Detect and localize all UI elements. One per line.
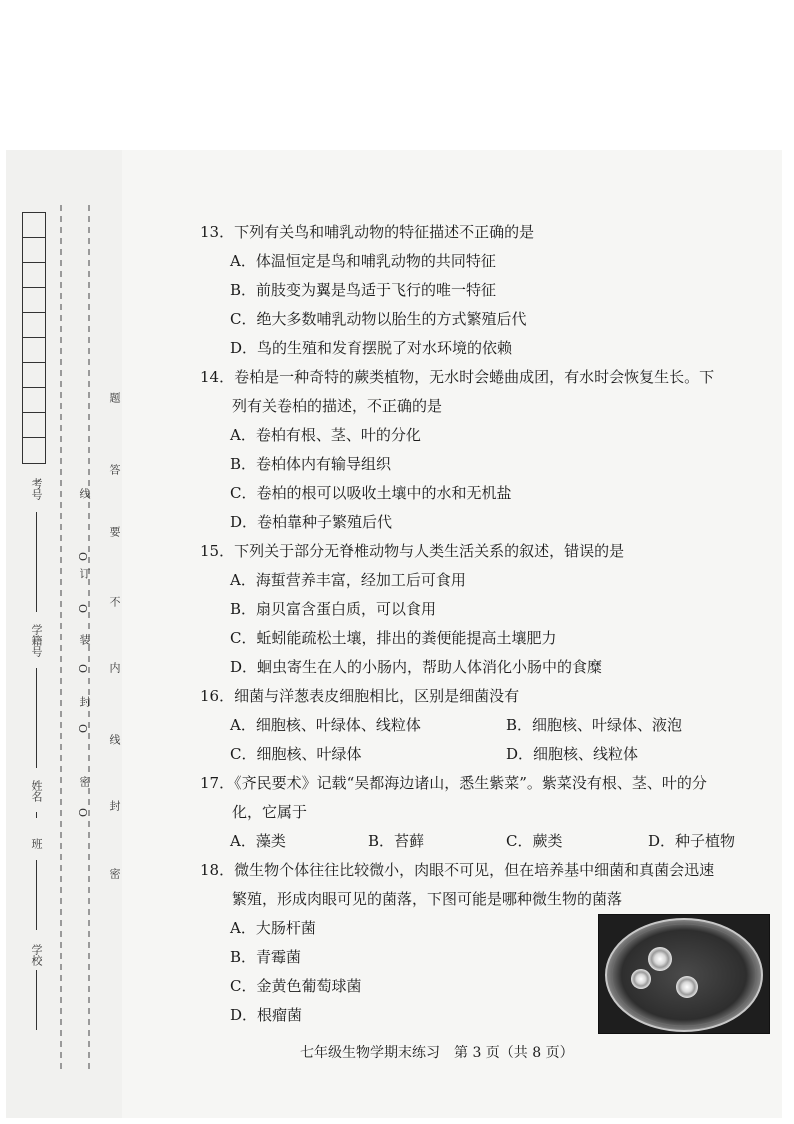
question-16 [200,682,770,769]
seal-mark-2: O [76,552,89,562]
option-d: D．细胞核、线粒体 [506,745,639,763]
seal-mark-6: O [76,664,89,674]
option-b: B．前肢变为翼是鸟适于飞行的唯一特征 [230,281,497,299]
question-stem: 微生物个体往往比较微小，肉眼不可见，但在培养基中细菌和真菌会迅速 [234,861,715,879]
seal-char-6: 线 [108,734,121,745]
page-footer: 七年级生物学期末练习 第 3 页（共 8 页） [300,1045,574,1061]
seal-char-4: 不 [108,596,121,607]
seal-mark-5: 装 [78,634,91,645]
option-b: B．苔藓 [368,832,425,850]
question-15 [200,537,770,682]
option-c: C．细胞核、叶绿体 [230,745,362,763]
study-number-underline [36,668,37,768]
exam-number-underline [36,512,37,612]
question-number: 13． [200,223,235,241]
seal-char-1: 题 [108,392,121,403]
question-stem-continued: 列有关卷柏的描述，不正确的是 [232,397,443,415]
option-b: B．青霉菌 [230,948,302,966]
option-a: A．大肠杆菌 [230,919,316,937]
option-c: C．金黄色葡萄球菌 [230,977,362,995]
question-14 [200,363,770,537]
option-b: B．扇贝富含蛋白质，可以食用 [230,600,437,618]
colony-2 [631,969,651,989]
question-stem: 下列关于部分无脊椎动物与人类生活关系的叙述，错误的是 [234,542,625,560]
option-a: A．藻类 [230,832,286,850]
study-number-label: 学籍号 [30,624,43,657]
seat-number-grid [22,212,46,464]
question-stem: 卷柏是一种奇特的蕨类植物，无水时会蜷曲成团，有水时会恢复生长。下 [234,368,715,386]
class-underline [36,860,37,930]
option-a: A．海蜇营养丰富，经加工后可食用 [230,571,466,589]
cut-line-outer [52,205,70,1070]
question-number: 16． [200,687,235,705]
school-label: 学校 [30,944,43,966]
question-stem-continued: 繁殖，形成肉眼可见的菌落，下图可能是哪种微生物的菌落 [232,890,623,908]
question-stem-continued: 化，它属于 [232,803,308,821]
question-stem: 《齐民要术》记载“吴都海边诸山，悉生紫菜”。紫菜没有根、茎、叶的分 [234,774,707,792]
option-d: D．种子植物 [648,832,736,850]
class-label: 班 [30,838,43,849]
option-c: C．绝大多数哺乳动物以胎生的方式繁殖后代 [230,310,527,328]
seal-mark-8: O [76,724,89,734]
seal-char-8: 密 [108,868,121,879]
question-number: 18． [200,861,235,879]
question-number: 15． [200,542,235,560]
option-c: C．卷柏的根可以吸收土壤中的水和无机盐 [230,484,512,502]
name-label: 姓名 [30,780,43,802]
seal-mark-3: 订 [78,568,91,579]
question-17 [200,769,770,856]
question-stem: 下列有关鸟和哺乳动物的特征描述不正确的是 [234,223,535,241]
option-d: D．鸟的生殖和发育摆脱了对水环境的依赖 [230,339,513,357]
seal-mark-7: 封 [78,696,91,707]
option-a: A．细胞核、叶绿体、线粒体 [230,716,421,734]
option-d: D．根瘤菌 [230,1006,303,1024]
name-underline [36,812,37,818]
seal-mark-4: O [76,604,89,614]
seal-char-2: 答 [108,464,121,475]
option-c: C．蕨类 [506,832,563,850]
option-a: A．体温恒定是鸟和哺乳动物的共同特征 [230,252,496,270]
seal-char-3: 要 [108,526,121,537]
seal-char-5: 内 [108,662,121,673]
seal-mark-1: 线 [78,488,91,499]
option-b: B．卷柏体内有输导组织 [230,455,392,473]
petri-dish-photo [598,914,770,1034]
exam-number-label: 考号 [30,478,43,500]
question-13 [200,218,770,363]
seal-mark-9: 密 [78,776,91,787]
option-d: D．蛔虫寄生在人的小肠内，帮助人体消化小肠中的食糜 [230,658,603,676]
question-number: 17． [200,774,235,792]
seal-char-7: 封 [108,800,121,811]
question-number: 14． [200,368,235,386]
option-d: D．卷柏靠种子繁殖后代 [230,513,393,531]
question-stem: 细菌与洋葱表皮细胞相比，区别是细菌没有 [234,687,520,705]
option-b: B．细胞核、叶绿体、液泡 [506,716,683,734]
option-c: C．蚯蚓能疏松土壤，排出的粪便能提高土壤肥力 [230,629,557,647]
option-a: A．卷柏有根、茎、叶的分化 [230,426,421,444]
colony-3 [676,976,698,998]
bacterial-colony-image [599,915,769,1033]
question-list [200,218,770,1030]
school-underline [36,970,37,1030]
colony-1 [648,947,672,971]
seal-mark-10: O [76,808,89,818]
